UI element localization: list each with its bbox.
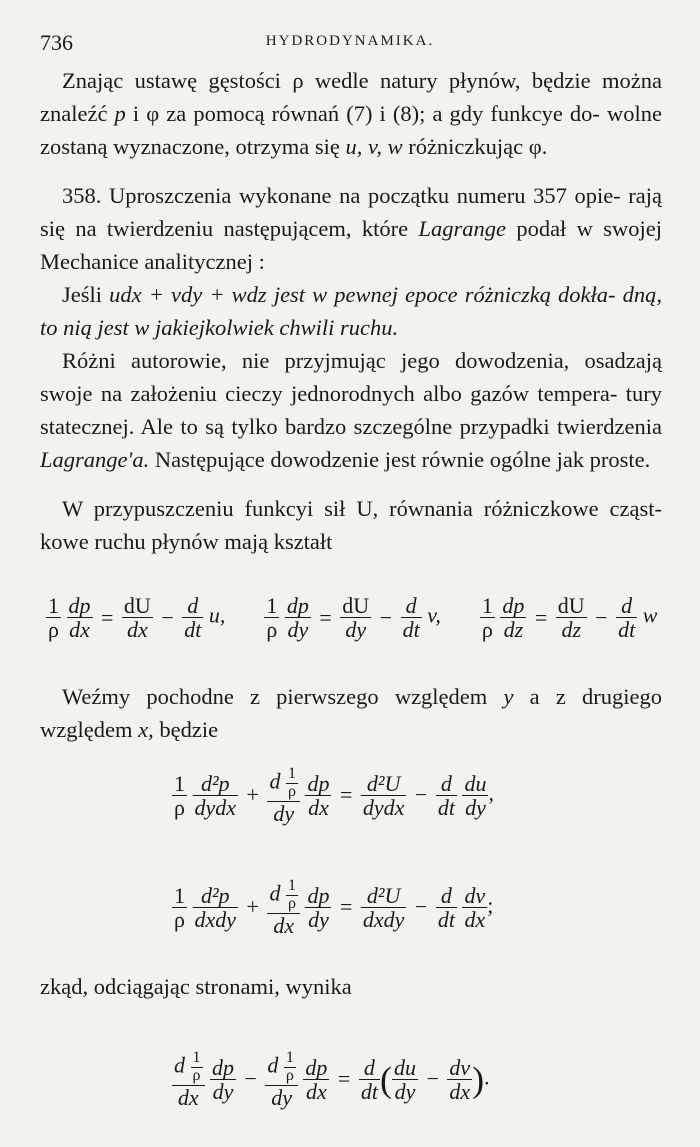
paragraph-3: Różni autorowie, nie przyjmując jego dowodzenia, osadzają swoje na założeniu cieczy jednorodnych albo gazów tempera- tury statecznej. Ale to są tylko bardzo szczególne przypadki twierdzenia Lagrange'a. Następujące dowodzenie jest równie ogólne jak proste.: [40, 348, 662, 472]
paragraph-6: zkąd, odciągając stronami, wynika: [40, 974, 352, 999]
equation-derivative-y: $\frac{1}{\rho}$ $\frac{\text{d²p}}{\text{dydx}}$ + d $\frac{1}{\rho}$ dy $\frac{dp}{dx}$ = $\frac{\text{d²U}}{\text{dydx}}$ − $\frac{d}{dt}$ $\frac{du}{dy}$ ,: [174, 765, 494, 826]
frac-1-rho: $\frac{1}{\rho}$: [48, 593, 59, 643]
paragraph-4: W przypuszczeniu funkcyi sił U, równania różniczkowe cząst- kowe ruchu płynów mają kształt: [40, 496, 662, 554]
equation-result: d $\frac{1}{\rho}$ dx $\frac{dp}{dy}$ − d $\frac{1}{\rho}$ dy $\frac{dp}{dx}$ = $\frac{d}{dt}$ ( $\frac{du}{dy}$ − $\frac{dv}{dx}$ ).: [174, 1049, 490, 1110]
section-number: 358.: [62, 183, 102, 208]
equation-derivative-x: $\frac{1}{\rho}$ $\frac{\text{d²p}}{\text{dxdy}}$ + d $\frac{1}{\rho}$ dx $\frac{dp}{dy}$ = $\frac{\text{d²U}}{\text{dxdy}}$ − $\frac{d}{dt}$ $\frac{dv}{dx}$ ;: [174, 877, 494, 938]
paragraph-5: Weźmy pochodne z pierwszego względem y a z drugiego względem x, będzie: [40, 684, 662, 742]
paragraph-358: 358. Uproszczenia wykonane na początku numeru 357 opie- rają się na twierdzeniu następującem, które Lagrange podał w swojej Mechanice analitycznej :: [40, 183, 663, 274]
page-number: 736: [40, 30, 73, 55]
theorem-expression: udx + vdy + wdz: [109, 282, 267, 307]
running-title: HYDRODYNAMIKA.: [265, 33, 435, 49]
equations-of-motion: $\frac{1}{\rho}$ $\frac{dp}{dx}$ = $\frac{dU}{dx}$ − $\frac{d}{dt}$ u, $\frac{1}{\rho}$ $\frac{dp}{dy}$ = $\frac{dU}{dy}$ − $\frac{d}{dt}$ v, $\frac{1}{\rho}$ $\frac{dp}{dz}$ = $\frac{dU}{dz}$ − $\frac{d}{dt}$ w: [48, 593, 658, 643]
theorem-statement: Jeśli udx + vdy + wdz jest w pewnej epoce różniczką dokła- dną, to nią jest w jakiejkolwiek chwili ruchu.: [40, 282, 663, 340]
page-header: [40, 30, 660, 56]
paragraph-1: Znając ustawę gęstości ρ wedle natury płynów, będzie można znaleźć p i φ za pomocą równań (7) i (8); a gdy funkcye do- wolne zostaną wyznaczone, otrzyma się u, v, w różniczkując φ.: [40, 68, 663, 159]
text-block-3: [40, 970, 662, 1003]
text-block-2: [40, 680, 662, 746]
text-block-1: [40, 64, 662, 558]
name-lagrange: Lagrange: [418, 216, 506, 241]
